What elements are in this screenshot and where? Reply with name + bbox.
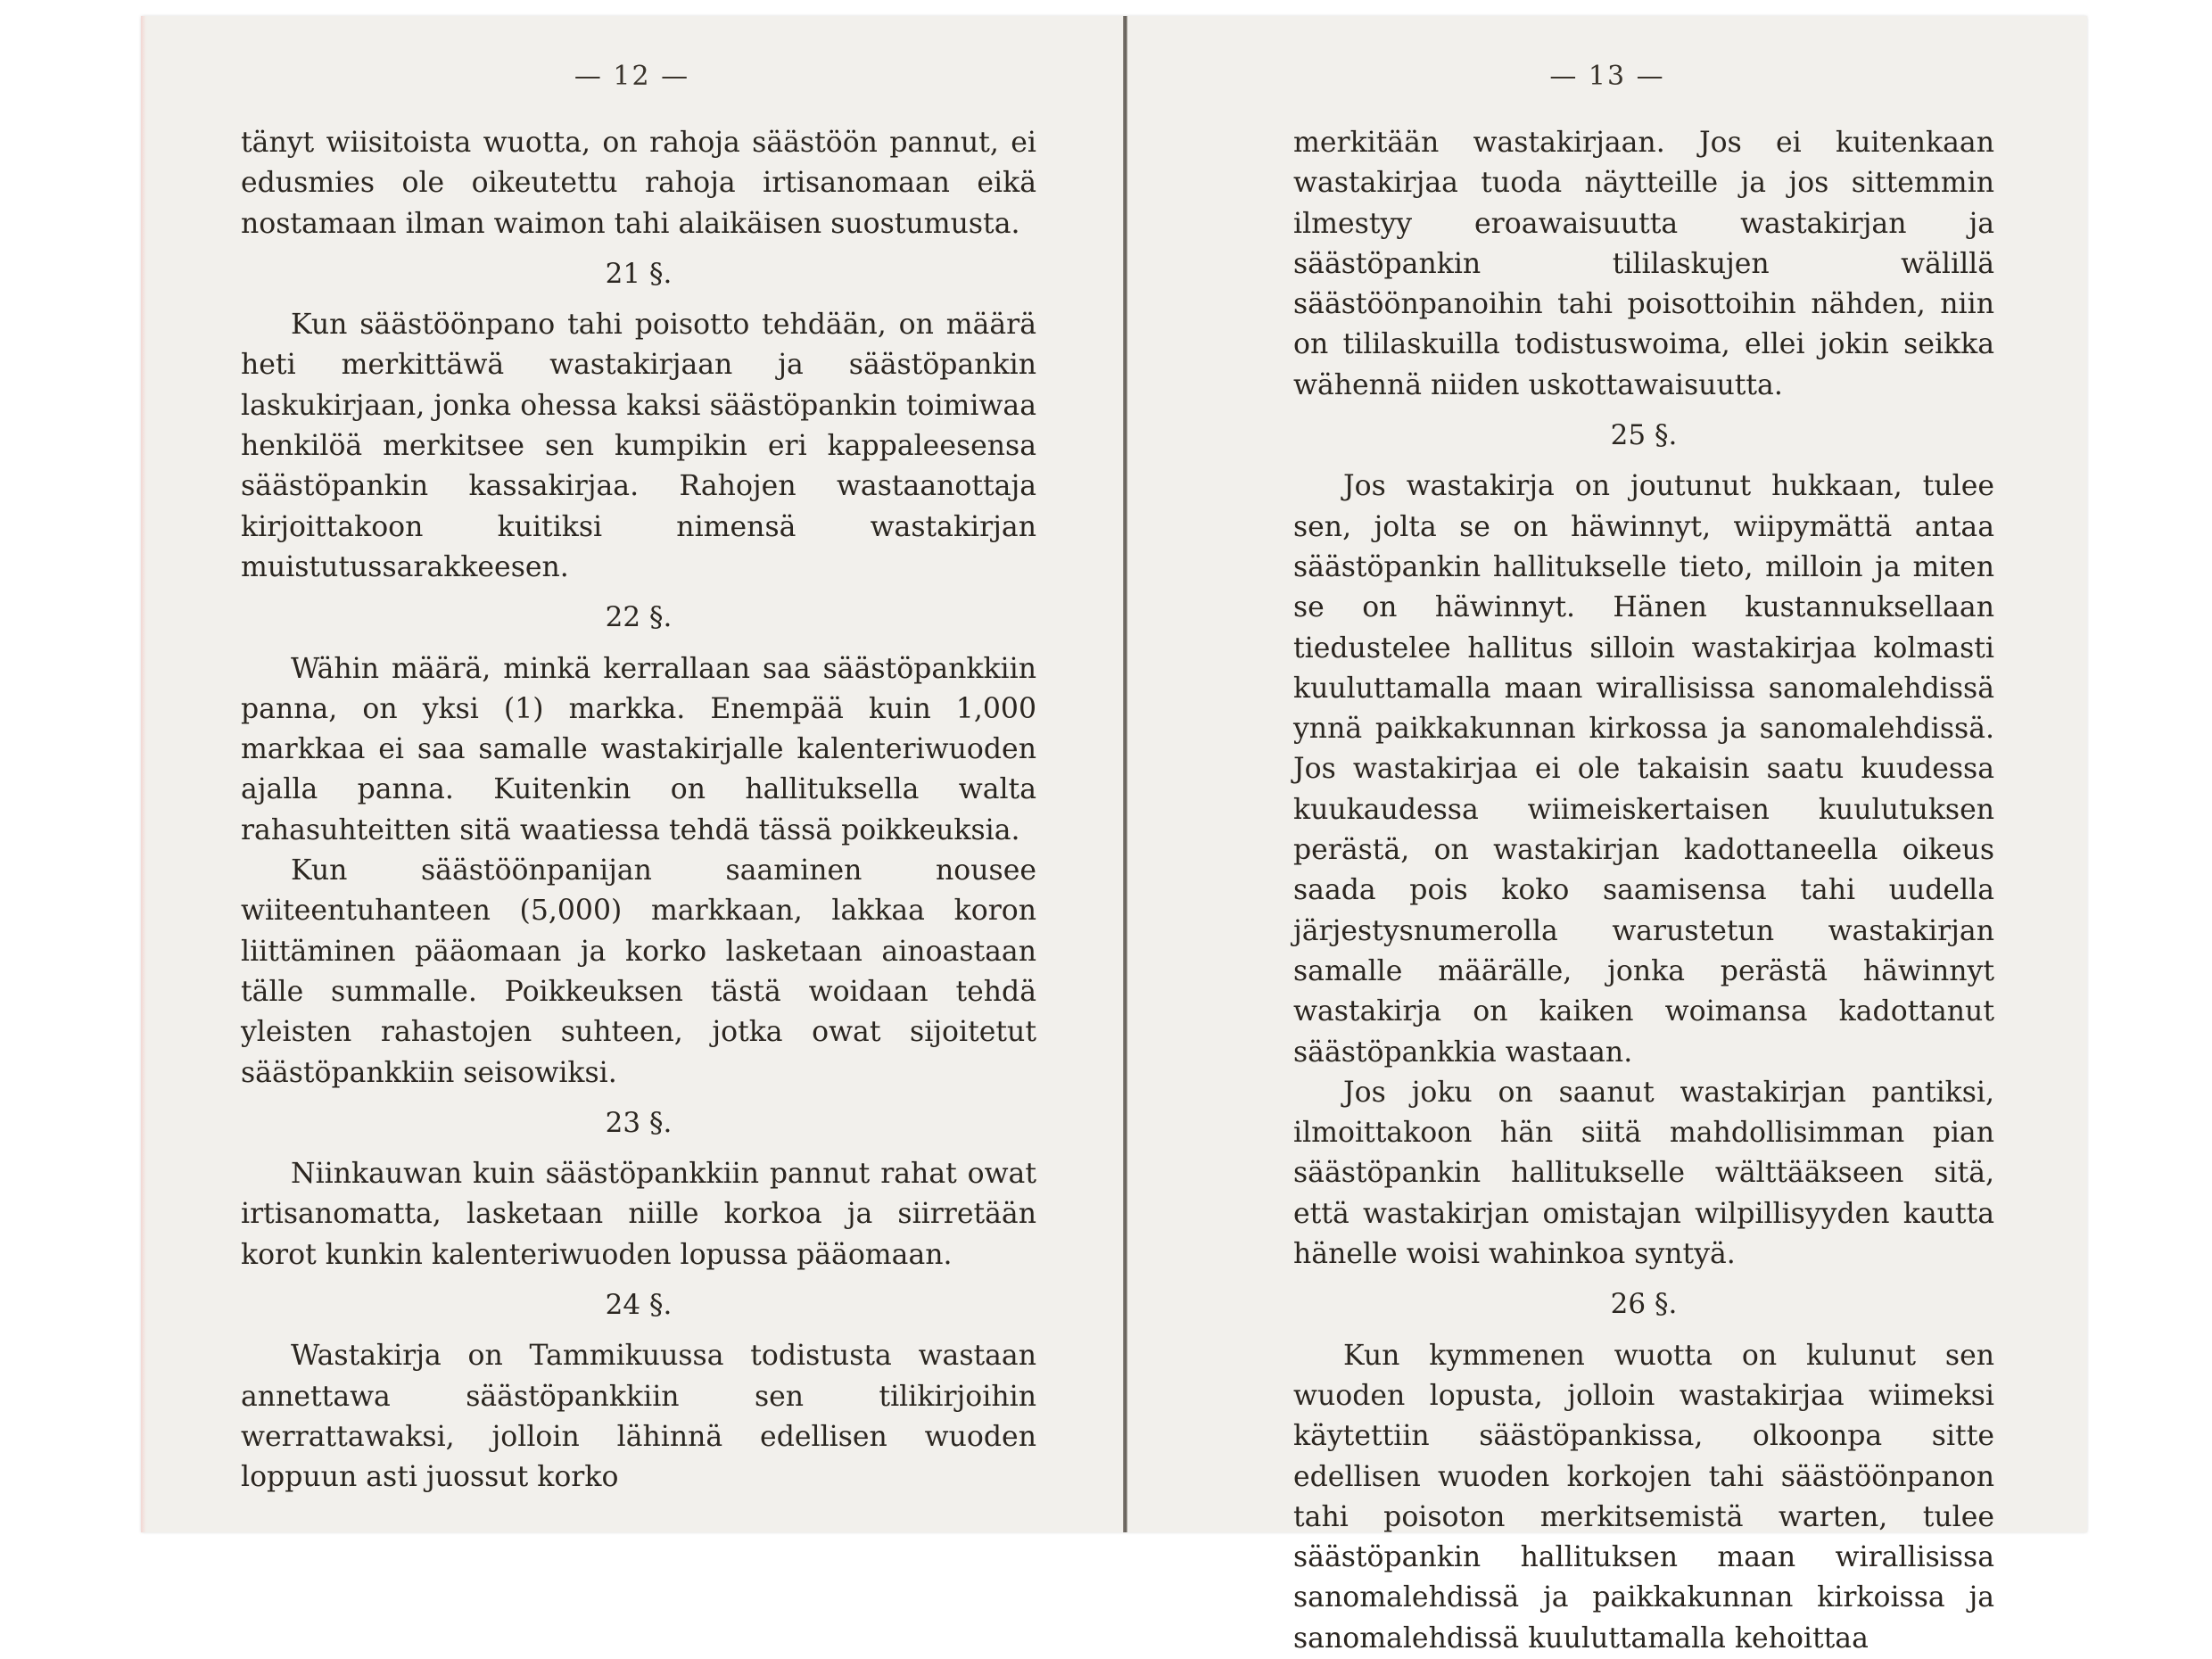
- section-heading: 23 §.: [605, 1106, 673, 1139]
- right-text-column: [1293, 123, 1994, 1659]
- page-number: — 12 —: [574, 61, 690, 92]
- section-heading: 25 §.: [1610, 419, 1678, 452]
- left-page: [141, 16, 1123, 1532]
- right-page: [1127, 16, 2087, 1655]
- paragraph: Jos wastakirja on joutunut hukkaan, tulee sen, jolta se on häwinnyt, wiipymättä antaa säästöpankin hallitukselle tieto, milloin ja miten se on häwinnyt. Hänen kustannuksellaan tiedustelee hallitus silloin wastakirjaa kolmasti kuuluttamalla maan wirallisissa sanomalehdissä ynnä paikkakunnan kirkossa ja sanomalehdissä. Jos wastakirjaa ei ole takaisin saatu kuudessa kuukaudessa wiimeiskertaisen kuulutuksen perästä, on wastakirjan kadottaneella oikeus saada pois koko saamisensa tahi uudella järjestysnumerolla warustetun wastakirjan samalle määrälle, jonka perästä häwinnyt wastakirja on kaiken woimansa kadottanut säästöpankkia wastaan.: [1293, 470, 1994, 1069]
- section-heading: 26 §.: [1610, 1288, 1678, 1321]
- paragraph: Kun säästöönpanijan saaminen nousee wiiteentuhanteen (5,000) markkaan, lakkaa koron liittäminen pääomaan ja korko lasketaan ainoastaan tälle summalle. Poikkeuksen tästä woidaan tehdä yleisten rahastojen suhteen, jotka owat sijoitetut säästöpankkiin seisowiksi.: [241, 854, 1036, 1089]
- paragraph: merkitään wastakirjaan. Jos ei kuitenkaan wastakirjaa tuoda näytteille ja jos sittemmin ilmestyy eroawaisuutta wastakirjan ja säästöpankin tililaskujen wälillä säästöönpanoihin tahi poisottoihin nähden, niin on tililaskuilla todistuswoima, ellei jokin seikka wähennä niiden uskottawaisuutta.: [1293, 127, 1994, 401]
- paragraph: tänyt wiisitoista wuotta, on rahoja säästöön pannut, ei edusmies ole oikeutettu rahoja irtisanomaan eikä nostamaan ilman waimon tahi alaikäisen suostumusta.: [241, 127, 1036, 240]
- page-number: — 13 —: [1549, 61, 1665, 92]
- left-text-column: [241, 123, 1036, 1498]
- section-heading: 21 §.: [605, 257, 673, 290]
- paragraph: Jos joku on saanut wastakirjan pantiksi, ilmoittakoon hän siitä mahdollisimman pian säästöpankin hallitukselle wälttääkseen sitä, että wastakirjan omistajan wilpillisyyden kautta hänelle woisi wahinkoa syntyä.: [1293, 1076, 1994, 1271]
- paragraph: Kun säästöönpano tahi poisotto tehdään, on määrä heti merkittäwä wastakirjaan ja säästöpankin laskukirjaan, jonka ohessa kaksi säästöpankin toimiwaa henkilöä merkitsee sen kumpikin eri kappaleesensa säästöpankin kassakirjaa. Rahojen wastaanottaja kirjoittakoon kuitiksi nimensä wastakirjan muistutussarakkeesen.: [241, 309, 1036, 583]
- book-spread: [141, 16, 2087, 1655]
- paragraph: Niinkauwan kuin säästöpankkiin pannut rahat owat irtisanomatta, lasketaan niille korkoa ja siirretään korot kunkin kalenteriwuoden lopussa pääomaan.: [241, 1158, 1036, 1271]
- section-heading: 24 §.: [605, 1289, 673, 1322]
- paragraph: Kun kymmenen wuotta on kulunut sen wuoden lopusta, jolloin wastakirjaa wiimeksi käytettiin säästöpankissa, olkoonpa sitte edellisen wuoden korkojen tahi säästöönpanon tahi poisoton merkitsemistä warten, tulee säästöpankin hallituksen maan wirallisissa sanomalehdissä ja paikkakunnan kirkoissa ja sanomalehdissä kuuluttamalla kehoittaa: [1293, 1339, 1994, 1655]
- section-heading: 22 §.: [605, 601, 673, 634]
- paragraph: Wastakirja on Tammikuussa todistusta wastaan annettawa säästöpankkiin sen tilikirjoihin werrattawaksi, jolloin lähinnä edellisen wuoden loppuun asti juossut korko: [241, 1340, 1036, 1494]
- paragraph: Wähin määrä, minkä kerrallaan saa säästöpankkiin panna, on yksi (1) markka. Enempää kuin 1,000 markkaa ei saa samalle wastakirjalle kalenteriwuoden ajalla panna. Kuitenkin on hallituksella walta rahasuhteitten sitä waatiessa tehdä tässä poikkeuksia.: [241, 652, 1036, 846]
